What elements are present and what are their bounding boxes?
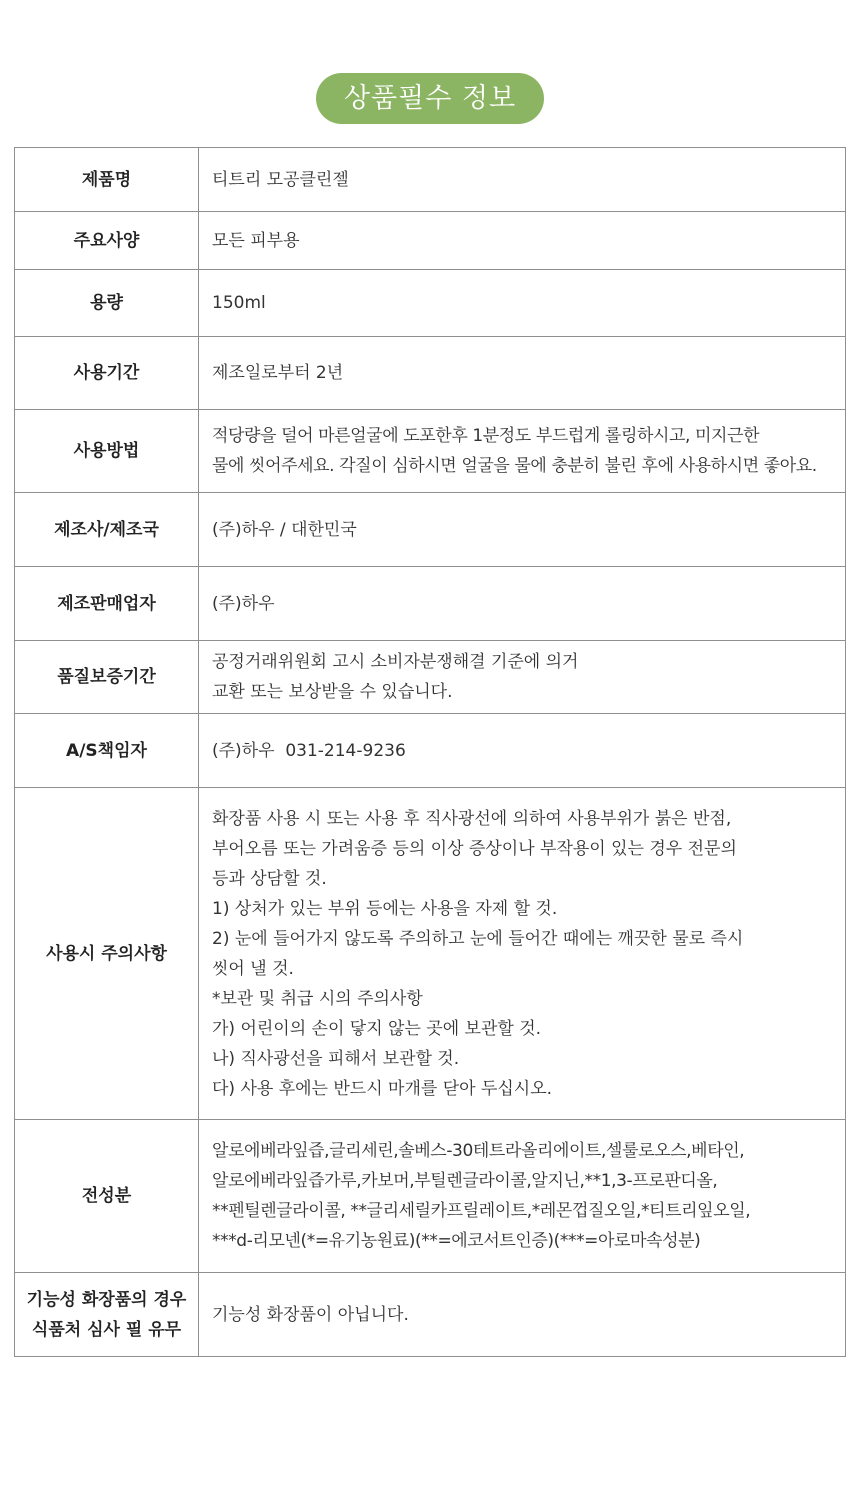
row-label: A/S책임자 bbox=[15, 714, 199, 788]
table-row bbox=[15, 567, 846, 641]
table-row bbox=[15, 1120, 846, 1273]
table-row bbox=[15, 410, 846, 493]
section-title-badge: 상품필수 정보 bbox=[316, 73, 544, 124]
table-row bbox=[15, 337, 846, 410]
row-label: 제조사/제조국 bbox=[15, 493, 199, 567]
table-row bbox=[15, 1273, 846, 1357]
row-value: 티트리 모공클린젤 bbox=[199, 148, 846, 212]
table-row bbox=[15, 148, 846, 212]
row-label: 용량 bbox=[15, 270, 199, 337]
table-row bbox=[15, 493, 846, 567]
product-info-table bbox=[14, 147, 846, 1357]
row-value: (주)하우 bbox=[199, 567, 846, 641]
table-row bbox=[15, 641, 846, 714]
row-value: (주)하우 031-214-9236 bbox=[199, 714, 846, 788]
row-label: 제품명 bbox=[15, 148, 199, 212]
row-value: 적당량을 덜어 마른얼굴에 도포한후 1분정도 부드럽게 롤링하시고, 미지근한 물에 씻어주세요. 각질이 심하시면 얼굴을 물에 충분히 불린 후에 사용하시면 좋아요. bbox=[199, 410, 846, 493]
table-row bbox=[15, 788, 846, 1120]
row-label: 사용기간 bbox=[15, 337, 199, 410]
row-value: (주)하우 / 대한민국 bbox=[199, 493, 846, 567]
row-label: 품질보증기간 bbox=[15, 641, 199, 714]
row-value: 기능성 화장품이 아닙니다. bbox=[199, 1273, 846, 1357]
row-label: 사용시 주의사항 bbox=[15, 788, 199, 1120]
table-row bbox=[15, 270, 846, 337]
title-area bbox=[0, 73, 860, 124]
table-row bbox=[15, 212, 846, 270]
row-value: 공정거래위원회 고시 소비자분쟁해결 기준에 의거 교환 또는 보상받을 수 있습니다. bbox=[199, 641, 846, 714]
row-label: 기능성 화장품의 경우 식품처 심사 필 유무 bbox=[15, 1273, 199, 1357]
row-label: 제조판매업자 bbox=[15, 567, 199, 641]
row-value: 알로에베라잎즙,글리세린,솔베스-30테트라올리에이트,셀룰로오스,베타인, 알로에베라잎즙가루,카보머,부틸렌글라이콜,알지닌,**1,3-프로판디올, **펜틸렌글라이콜, **글리세릴카프릴레이트,*레몬껍질오일,*티트리잎오일, ***d-리모넨(*=유기농원료)(**=에코서트인증)(***=아로마속성분) bbox=[199, 1120, 846, 1273]
row-value: 화장품 사용 시 또는 사용 후 직사광선에 의하여 사용부위가 붉은 반점, 부어오름 또는 가려움증 등의 이상 증상이나 부작용이 있는 경우 전문의 등과 상담할 것. 1) 상처가 있는 부위 등에는 사용을 자제 할 것. 2) 눈에 들어가지 않도록 주의하고 눈에 들어간 때에는 깨끗한 물로 즉시 씻어 낼 것. *보관 및 취급 시의 주의사항 가) 어린이의 손이 닿지 않는 곳에 보관할 것. 나) 직사광선을 피해서 보관할 것. 다) 사용 후에는 반드시 마개를 닫아 두십시오. bbox=[199, 788, 846, 1120]
row-label: 전성분 bbox=[15, 1120, 199, 1273]
row-label: 사용방법 bbox=[15, 410, 199, 493]
row-value: 제조일로부터 2년 bbox=[199, 337, 846, 410]
row-label: 주요사양 bbox=[15, 212, 199, 270]
table-row bbox=[15, 714, 846, 788]
row-value: 150ml bbox=[199, 270, 846, 337]
row-value: 모든 피부용 bbox=[199, 212, 846, 270]
